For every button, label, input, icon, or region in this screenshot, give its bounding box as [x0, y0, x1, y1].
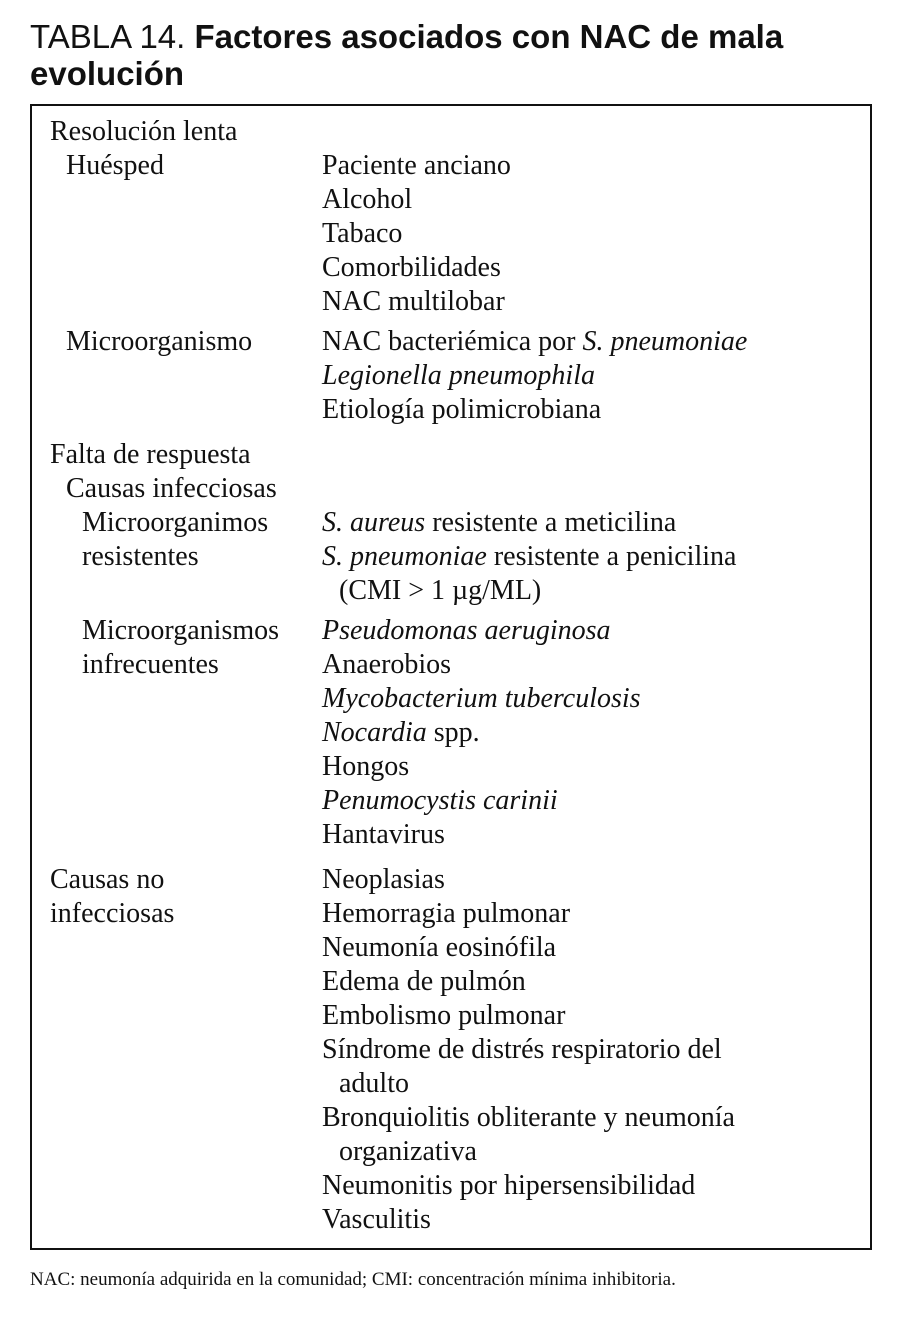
section-causas-no-infecciosas-cont: infecciosas [50, 898, 175, 929]
list-item-cont: organizativa [339, 1136, 477, 1167]
list-item: Hemorragia pulmonar [322, 898, 571, 929]
list-item: Neumonitis por hipersensibilidad [322, 1170, 696, 1201]
subcategory-infrecuentes-cont: infrecuentes [82, 649, 219, 680]
table-title [30, 18, 880, 92]
list-item: Neumonía eosinófila [322, 932, 557, 963]
list-item-cont: (CMI > 1 µg/ML) [339, 575, 542, 606]
list-item: NAC bacteriémica por S. pneumoniae [322, 326, 748, 357]
subcategory-resistentes: Microorganimos [82, 507, 269, 538]
list-item: Síndrome de distrés respiratorio del [322, 1034, 722, 1065]
list-item: S. pneumoniae resistente a penicilina [322, 541, 737, 572]
list-item: S. aureus resistente a meticilina [322, 507, 677, 538]
list-item: Embolismo pulmonar [322, 1000, 566, 1031]
list-item: Hantavirus [322, 819, 445, 850]
section-causas-no-infecciosas: Causas no [50, 864, 165, 895]
list-item: Alcohol [322, 184, 413, 215]
list-item: Bronquiolitis obliterante y neumonía [322, 1102, 735, 1133]
table-title-text: Factores asociados con NAC de mala evolución [30, 18, 784, 92]
category-causas-infecciosas: Causas infecciosas [66, 473, 277, 504]
list-item: Tabaco [322, 218, 403, 249]
list-item: Etiología polimicrobiana [322, 394, 602, 425]
list-item: Hongos [322, 751, 410, 782]
list-item: Penumocystis carinii [322, 785, 558, 816]
section-falta-respuesta: Falta de respuesta [50, 439, 251, 470]
list-item: Edema de pulmón [322, 966, 526, 997]
list-item: Nocardia spp. [322, 717, 480, 748]
list-item: NAC multilobar [322, 286, 505, 317]
table-label: TABLA 14. [30, 18, 186, 55]
list-item-cont: adulto [339, 1068, 409, 1099]
table-box [30, 104, 872, 1250]
category-microorganismo: Microorganismo [66, 326, 253, 357]
category-huesped: Huésped [66, 150, 164, 181]
list-item: Anaerobios [322, 649, 452, 680]
list-item: Pseudomonas aeruginosa [322, 615, 611, 646]
list-item: Vasculitis [322, 1204, 431, 1235]
section-resolucion-lenta: Resolución lenta [50, 116, 238, 147]
subcategory-resistentes-cont: resistentes [82, 541, 199, 572]
list-item: Paciente anciano [322, 150, 511, 181]
list-item: Neoplasias [322, 864, 445, 895]
list-item: Mycobacterium tuberculosis [322, 683, 641, 714]
footnote: NAC: neumonía adquirida en la comunidad; CMI: concentración mínima inhibitoria. [30, 1269, 676, 1290]
subcategory-infrecuentes: Microorganismos [82, 615, 280, 646]
list-item: Legionella pneumophila [322, 360, 595, 391]
list-item: Comorbilidades [322, 252, 501, 283]
